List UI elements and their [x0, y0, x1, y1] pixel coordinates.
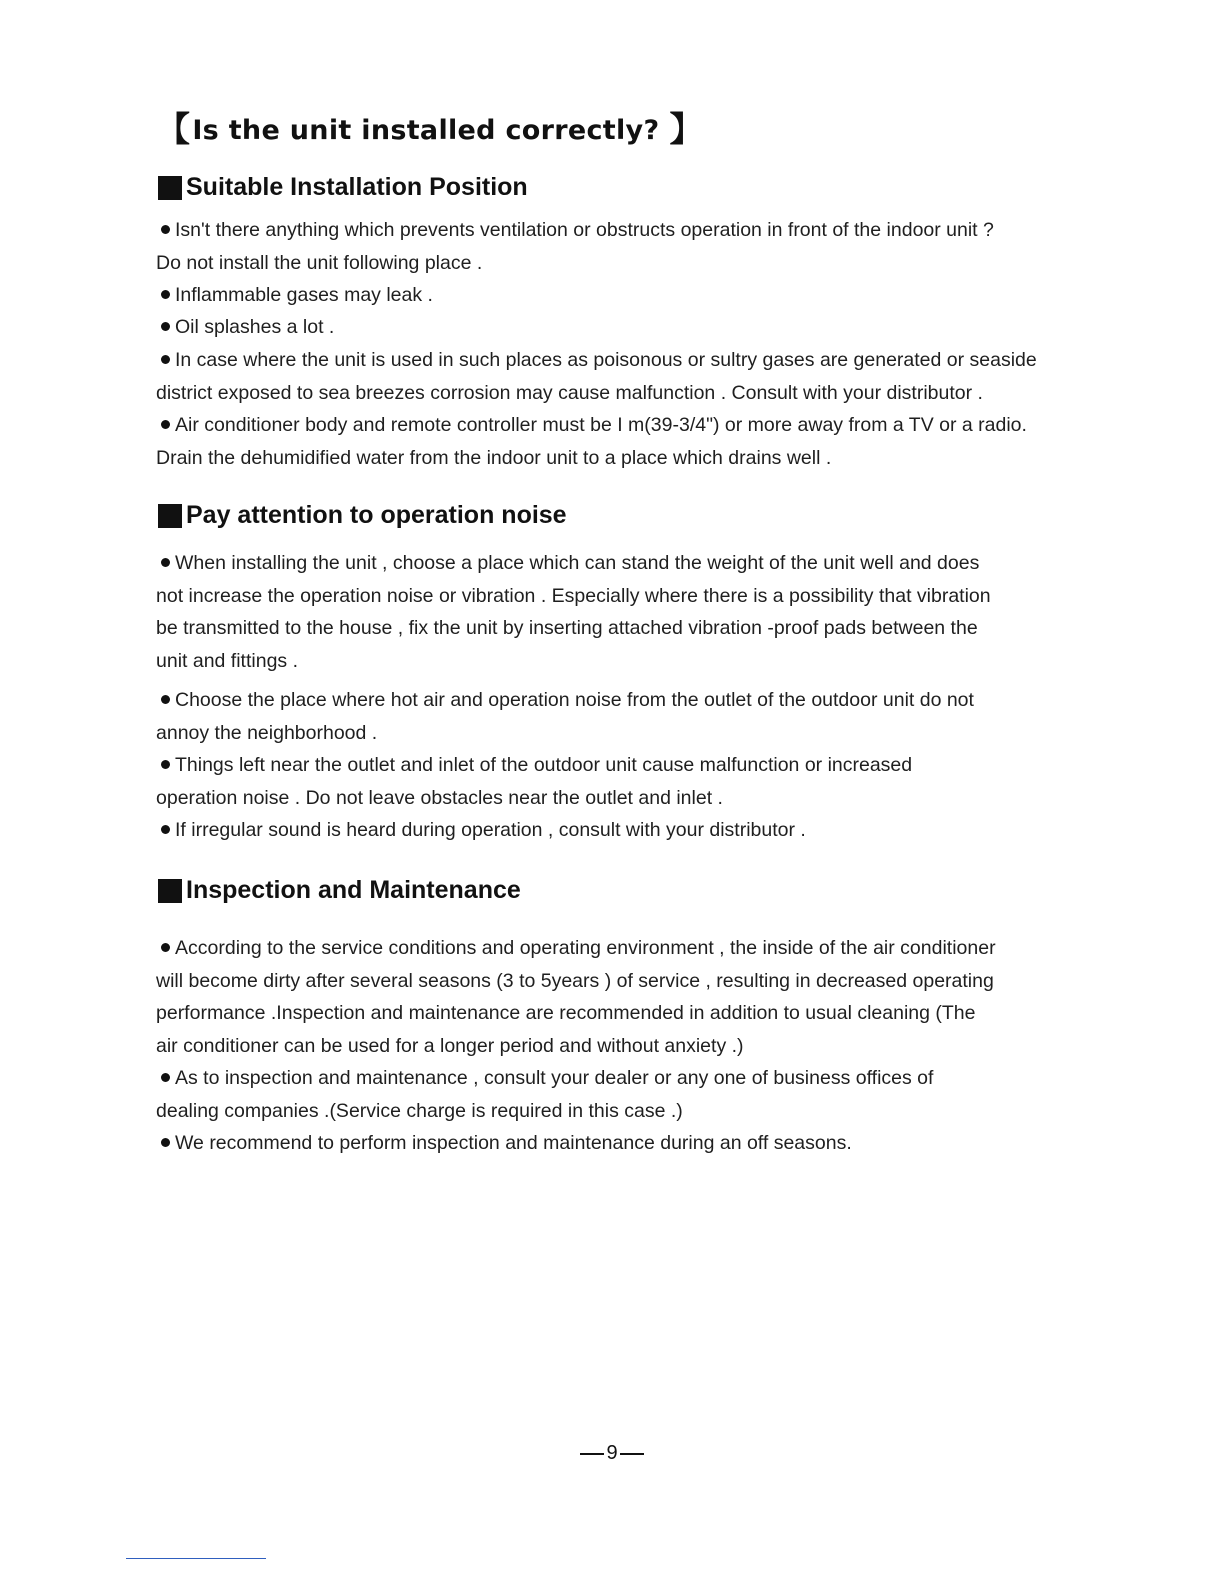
text-line: If irregular sound is heard during operation , consult with your distributor .	[156, 814, 1066, 847]
paragraph-service-conditions	[156, 932, 1066, 1062]
dash-icon	[620, 1453, 644, 1455]
text-line: Isn't there anything which prevents ventilation or obstructs operation in front of the indoor unit ?	[156, 214, 1066, 247]
square-bullet-icon	[158, 176, 182, 200]
right-bracket-icon: 】	[669, 110, 704, 150]
square-bullet-icon	[158, 504, 182, 528]
text-line: district exposed to sea breezes corrosion may cause malfunction . Consult with your distributor .	[156, 381, 983, 404]
text-line: annoy the neighborhood .	[156, 721, 378, 744]
text-line: Oil splashes a lot .	[156, 311, 1066, 344]
bullet-dot-icon	[161, 695, 170, 704]
text-line: Things left near the outlet and inlet of the outdoor unit cause malfunction or increased	[156, 749, 1066, 782]
text-line: When installing the unit , choose a place which can stand the weight of the unit well and does	[156, 547, 1066, 580]
text-line: We recommend to perform inspection and maintenance during an off seasons.	[156, 1127, 1066, 1160]
paragraph-irregular-sound	[156, 814, 1066, 847]
bullet-dot-icon	[161, 322, 170, 331]
section-heading-text: Inspection and Maintenance	[186, 876, 521, 904]
text-line: dealing companies .(Service charge is required in this case .)	[156, 1099, 683, 1122]
text-line: Inflammable gases may leak .	[156, 279, 1066, 312]
section-heading-text: Pay attention to operation noise	[186, 501, 567, 529]
bullet-dot-icon	[161, 420, 170, 429]
bullet-dot-icon	[161, 225, 170, 234]
page-title-text: Is the unit installed correctly?	[192, 115, 660, 146]
text-line: air conditioner can be used for a longer period and without anxiety .)	[156, 1034, 744, 1057]
text-line: According to the service conditions and operating environment , the inside of the air conditioner	[156, 932, 1066, 965]
section-heading-text: Suitable Installation Position	[186, 173, 528, 201]
left-bracket-icon: 【	[156, 110, 191, 150]
text-line: Drain the dehumidified water from the indoor unit to a place which drains well .	[156, 446, 832, 469]
section-heading-operation-noise	[158, 501, 567, 530]
text-line: As to inspection and maintenance , consult your dealer or any one of business offices of	[156, 1062, 1066, 1095]
bullet-dot-icon	[161, 1138, 170, 1147]
bullet-dot-icon	[161, 1073, 170, 1082]
text-line: unit and fittings .	[156, 649, 299, 672]
section-heading-inspection-maintenance	[158, 876, 521, 905]
text-line: be transmitted to the house , fix the unit by inserting attached vibration -proof pads between the	[156, 617, 978, 639]
paragraph-hot-air-noise	[156, 684, 1066, 749]
text-line: performance .Inspection and maintenance are recommended in addition to usual cleaning (The	[156, 1002, 976, 1024]
paragraph-obstacles	[156, 749, 1066, 814]
paragraph-tv-radio-distance	[156, 409, 1066, 474]
page-number-text: 9	[606, 1442, 618, 1464]
bullet-dot-icon	[161, 760, 170, 769]
bullet-dot-icon	[161, 825, 170, 834]
paragraph-unit-weight	[156, 547, 1066, 677]
section-heading-installation-position	[158, 173, 528, 202]
paragraph-inflammable-gases	[156, 279, 1066, 312]
square-bullet-icon	[158, 879, 182, 903]
text-line: will become dirty after several seasons (3 to 5years ) of service , resulting in decreased operating	[156, 969, 994, 992]
text-line: operation noise . Do not leave obstacles near the outlet and inlet .	[156, 786, 723, 809]
page-number	[0, 1442, 1224, 1465]
bullet-dot-icon	[161, 943, 170, 952]
paragraph-poisonous-gases	[156, 344, 1066, 409]
bullet-dot-icon	[161, 290, 170, 299]
bullet-dot-icon	[161, 355, 170, 364]
text-line: not increase the operation noise or vibration . Especially where there is a possibility that vibration	[156, 584, 991, 607]
dash-icon	[580, 1453, 604, 1455]
page-title	[156, 100, 704, 149]
paragraph-consult-dealer	[156, 1062, 1066, 1127]
text-line: Choose the place where hot air and operation noise from the outlet of the outdoor unit do not	[156, 684, 1066, 717]
paragraph-off-season	[156, 1127, 1066, 1160]
text-line: Air conditioner body and remote controller must be I m(39-3/4") or more away from a TV or a radio.	[156, 409, 1066, 442]
bullet-dot-icon	[161, 558, 170, 567]
footer-rule	[126, 1558, 266, 1559]
text-line: Do not install the unit following place .	[156, 251, 483, 274]
paragraph-ventilation	[156, 214, 1066, 279]
paragraph-oil-splashes	[156, 311, 1066, 344]
text-line: In case where the unit is used in such places as poisonous or sultry gases are generated or seaside	[156, 344, 1066, 377]
